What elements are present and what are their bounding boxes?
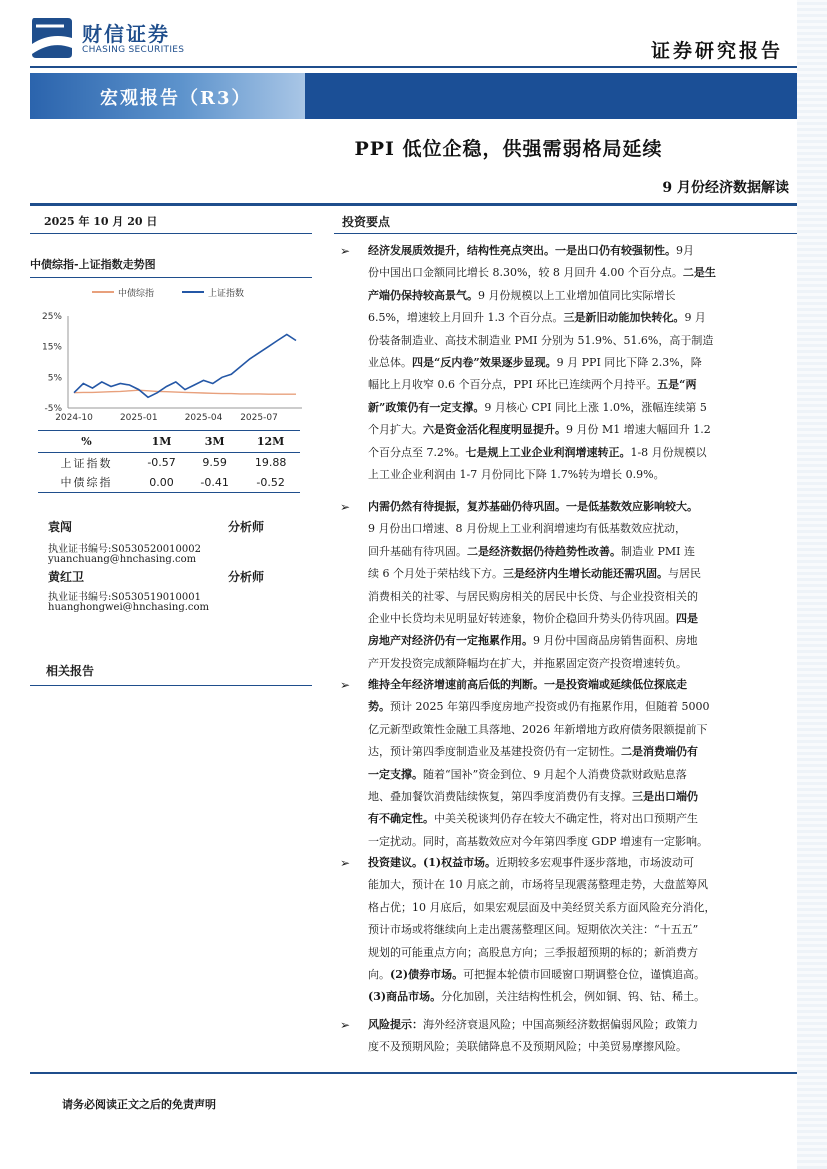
banner-fill	[305, 73, 797, 119]
arrow-bullet-icon: ➢	[340, 1018, 351, 1032]
analyst-name: 黄红卫	[48, 570, 85, 584]
row-label: 上证指数	[60, 456, 113, 470]
key-point-text: 维持全年经济增速前高后低的判断。一是投资端或延续低位探底走 势。预计 2025 年第四季度房地产投资或仍有拖累作用，但随着 5000 亿元新型政策性金融工具落地、2026 年新增地方政府债务限额提前下 达，预计第四季度制造业及基建投资仍有一定韧性。二是消费端仍有 一定支撑。随着“国补”资金到位、9 月起个人消费贷款财政贴息落 地、叠加餐饮消费陆续恢复，第四季度消费仍有支撑。三是出口端仍 有不确定性。中美关税谈判仍存在较大不确定性，将对出口预期产生 一定扰动。同时，高基数效应对今年第四季度 GDP 增速有一定影响。	[368, 678, 710, 848]
key-point-text: 经济发展质效提升，结构性亮点突出。一是出口仍有较强韧性。9月 份中国出口金额同比增长 8.30%，较 8 月回升 4.00 个百分点。二是生 产端仍保持较高景气。9 月份规模以上工业增加值同比实际增长 6.5%，增速较上月回升 1.3 个百分点。三是新旧动能加快转化。9 月 份装备制造业、高技术制造业 PMI 分别为 51.9%、51.6%，高于制造 业总体。四是“反内卷”效果逐步显现。9 月 PPI 同比下降 2.3%，降 幅比上月收窄 0.6 个百分点，PPI 环比已连续两个月持平。五是“两 新”政策仍有一定支撑。9 月核心 CPI 同比上涨 1.0%，涨幅连续第 5 个月扩大。六是资金活化程度明显提升。9 月份 M1 增速大幅回升 1.2 个百分点至 7.2%。七是规上工业企业利润增速转正。1-8 月份规模以 上工业企业利润由 1-7 月份同比下降 1.7%转为增长 0.9%。	[368, 244, 716, 482]
analyst-cert: 执业证书编号:S0530519010001	[48, 592, 201, 603]
left-column	[30, 206, 312, 493]
table-cell: 19.88	[254, 456, 287, 470]
table-cell: -0.57	[147, 456, 176, 470]
analyst-email[interactable]: huanghongwei@hnchasing.com	[48, 602, 210, 613]
side-decoration	[797, 0, 827, 1169]
row-label: 中债综指	[38, 473, 135, 493]
logo-mark-icon	[28, 14, 74, 60]
x-tick-label: 2025-04	[184, 413, 223, 420]
series-line-bond-index	[74, 390, 296, 394]
table-cell: -0.41	[188, 473, 241, 493]
category-banner	[30, 73, 797, 119]
y-tick-label: 25%	[41, 312, 62, 322]
table-cell: 0.00	[135, 473, 188, 493]
analyst-role: 分析师	[228, 520, 265, 534]
table-header-cell: 1M	[135, 431, 188, 453]
key-point-text: 内需仍然有待提振，复苏基础仍待巩固。一是低基数效应影响较大。 9 月份出口增速、8 月份规上工业利润增速均有低基数效应扰动， 回升基础有待巩固。二是经济数据仍待趋势性改善。制造业 PMI 连 续 6 个月处于荣枯线下方。三是经济内生增长动能还需巩固。与居民 消费相关的社零、与居民购房相关的居民中长贷、与企业投资相关的 企业中长贷均未见明显好转迹象，物价企稳回升势头仍待巩固。四是 房地产对经济仍有一定拖累作用。9 月份中国商品房销售面积、房地 产开发投资完成额降幅均在扩大，并拖累固定资产投资增速转负。	[368, 500, 701, 670]
category-tab	[30, 73, 305, 119]
table-header-cell: 12M	[241, 431, 300, 453]
y-tick-label: -5%	[44, 404, 62, 414]
key-point-text: 投资建议。(1)权益市场。近期较多宏观事件逐步落地，市场波动可 能加大，预计在 10 月底之前，市场将呈现震荡整理走势，大盘蓝筹风 格占优；10 月底后，如果宏观层面及中美经贸关系方面风险充分消化， 预计市场或将继续向上走出震荡整理区间。短期依次关注：“十五五” 规划的可能重点方向；高股息方向；三季报超预期的标的；新消费方 向。(2)债券市场。可把握本轮债市回暖窗口期调整仓位，谨慎追高。 (3)商品市场。分化加剧，关注结构性机会，例如铜、钨、钴、稀土。	[368, 856, 716, 1004]
arrow-bullet-icon: ➢	[340, 856, 351, 870]
logo-chinese-name: 财信证券	[82, 22, 170, 46]
right-column	[334, 206, 797, 1054]
analyst-cert: 执业证书编号:S0530520010002	[48, 544, 201, 555]
logo-english-name: CHASING SECURITIES	[82, 45, 185, 55]
report-subtitle: 9 月份经济数据解读	[662, 180, 789, 196]
table-row	[38, 473, 300, 493]
report-type-label: 证券研究报告	[650, 40, 783, 62]
analyst-name: 袁闯	[48, 520, 73, 534]
x-tick-label: 2024-10	[55, 413, 93, 420]
y-tick-label: 5%	[47, 373, 62, 384]
key-points-heading: 投资要点	[334, 206, 797, 234]
table-header-row	[38, 431, 300, 453]
related-reports-heading: 相关报告	[30, 662, 312, 686]
key-point-text: 风险提示：海外经济衰退风险；中国高频经济数据偏弱风险；政策力 度不及预期风险；美联储降息不及预期风险；中美贸易摩擦风险。	[368, 1018, 698, 1054]
disclaimer-text: 请务必阅读正文之后的免责声明	[62, 1098, 216, 1111]
index-trend-chart	[30, 280, 312, 420]
footer-rule	[30, 1072, 797, 1074]
company-logo	[28, 14, 203, 60]
arrow-bullet-icon: ➢	[340, 500, 351, 514]
report-title: PPI 低位企稳，供强需弱格局延续	[354, 138, 663, 160]
table-header-cell: %	[38, 431, 135, 453]
x-tick-label: 2025-07	[240, 413, 278, 420]
series-line-sse-index	[74, 334, 296, 397]
table-header-cell: 3M	[188, 431, 241, 453]
y-tick-label: 15%	[41, 342, 62, 353]
category-label: 宏观报告（R3）	[100, 88, 252, 109]
table-row	[38, 453, 300, 473]
performance-table	[38, 430, 300, 493]
arrow-bullet-icon: ➢	[340, 244, 351, 258]
analyst-email[interactable]: yuanchuang@hnchasing.com	[48, 554, 197, 565]
legend-label: 中债综指	[118, 289, 155, 299]
arrow-bullet-icon: ➢	[340, 678, 351, 692]
chart-svg	[30, 280, 312, 420]
report-date: 2025 年 10 月 20 日	[30, 206, 312, 234]
table-cell: 9.59	[202, 456, 227, 470]
legend-label: 上证指数	[208, 289, 245, 299]
header-rule	[30, 66, 797, 68]
analyst-role: 分析师	[228, 570, 265, 584]
chart-title: 中债综指-上证指数走势图	[30, 256, 312, 278]
table-cell: -0.52	[241, 473, 300, 493]
x-tick-label: 2025-01	[119, 413, 158, 420]
